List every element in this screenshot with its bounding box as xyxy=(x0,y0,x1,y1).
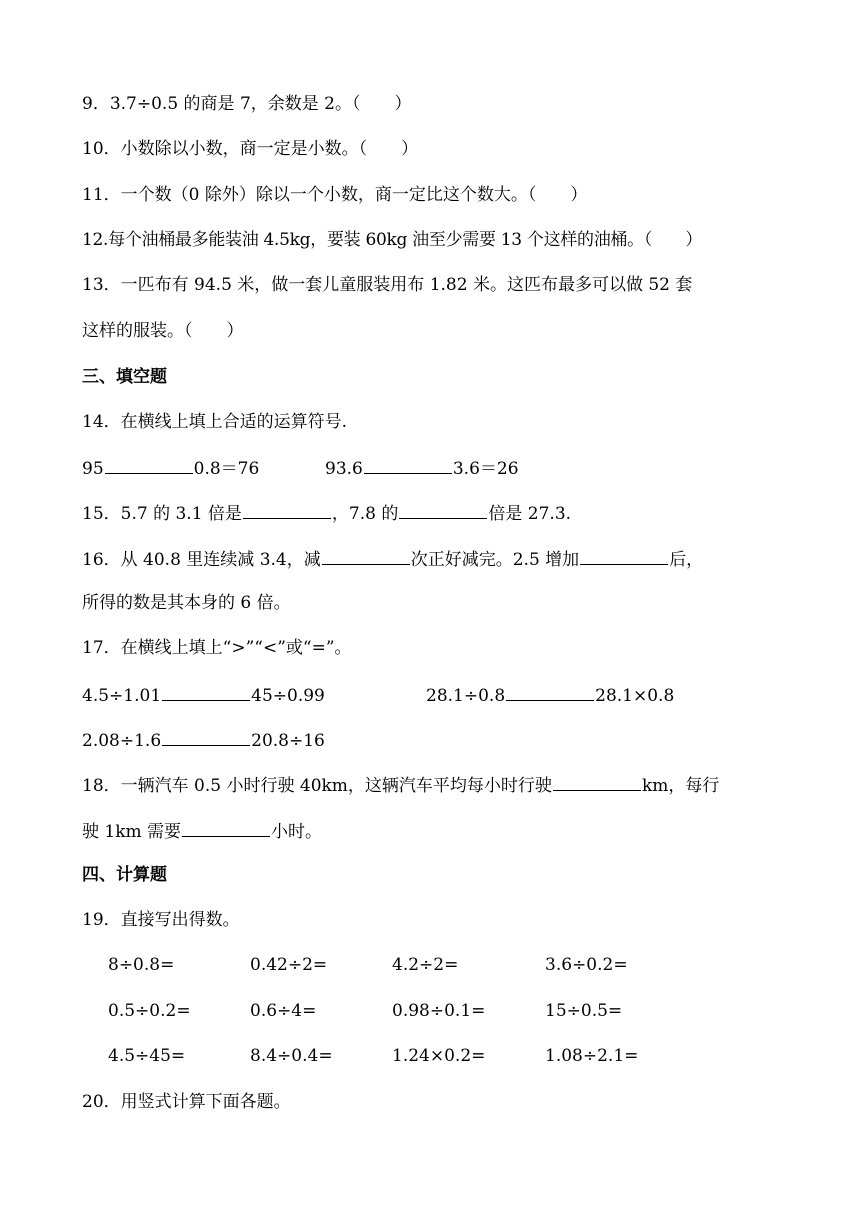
q19-item: 3.6÷0.2= xyxy=(545,955,628,975)
section-heading-fill-in: 三、填空题 xyxy=(82,367,167,387)
question-20: 20．用竖式计算下面各题。 xyxy=(82,1092,291,1112)
q19-item: 0.6÷4= xyxy=(250,1001,317,1021)
q16-text-c: 后， xyxy=(669,550,704,570)
question-13-line2: 这样的服装。（ ） xyxy=(82,321,244,341)
question-17-row-c xyxy=(82,727,325,753)
question-14-row-b xyxy=(325,455,519,481)
question-19: 19．直接写出得数。 xyxy=(82,910,240,930)
q19-item: 15÷0.5= xyxy=(545,1001,623,1021)
q14-a-right: 0.8＝76 xyxy=(193,459,260,479)
q18-text-a: 18．一辆汽车 0.5 小时行驶 40km，这辆汽车平均每小时行驶 xyxy=(82,776,552,796)
question-14: 14．在横线上填上合适的运算符号. xyxy=(82,412,348,432)
q19-item: 1.24×0.2= xyxy=(392,1046,486,1066)
question-9: 9．3.7÷0.5 的商是 7，余数是 2。（ ） xyxy=(82,94,412,114)
q14-b-blank xyxy=(364,455,452,474)
q15-text-c: 倍是 27.3. xyxy=(488,504,572,524)
q17-c-left: 2.08÷1.6 xyxy=(82,731,162,751)
q17-c-right: 20.8÷16 xyxy=(251,731,325,751)
q19-item: 1.08÷2.1= xyxy=(545,1046,639,1066)
q19-item: 0.42÷2= xyxy=(250,955,328,975)
question-17: 17．在横线上填上“>”“<”或“=”。 xyxy=(82,638,352,658)
q14-b-left: 93.6 xyxy=(325,459,363,479)
question-11: 11．一个数（0 除外）除以一个小数，商一定比这个数大。（ ） xyxy=(82,185,588,205)
question-16-line2: 所得的数是其本身的 6 倍。 xyxy=(82,593,291,613)
question-13-line1: 13．一匹布有 94.5 米，做一套儿童服装用布 1.82 米。这匹布最多可以做 52 套 xyxy=(82,275,693,295)
q19-item: 8÷0.8= xyxy=(108,955,175,975)
q17-c-blank xyxy=(162,727,250,746)
q14-a-left: 95 xyxy=(82,459,104,479)
q16-blank-1 xyxy=(322,546,410,565)
question-18-line1 xyxy=(82,772,719,798)
q15-blank-1 xyxy=(243,500,331,519)
q14-b-right: 3.6＝26 xyxy=(452,459,519,479)
question-17-row-b xyxy=(426,682,674,708)
q18-text-b: km，每行 xyxy=(641,776,720,796)
q17-b-left: 28.1÷0.8 xyxy=(426,686,506,706)
q19-item: 0.98÷0.1= xyxy=(392,1001,486,1021)
q17-a-left: 4.5÷1.01 xyxy=(82,686,162,706)
q19-item: 4.2÷2= xyxy=(392,955,459,975)
q16-text-a: 16．从 40.8 里连续减 3.4，减 xyxy=(82,550,321,570)
q17-a-blank xyxy=(162,682,250,701)
question-17-row-a xyxy=(82,682,325,708)
question-14-row xyxy=(82,455,259,481)
q16-blank-2 xyxy=(580,546,668,565)
q15-blank-2 xyxy=(399,500,487,519)
q19-item: 8.4÷0.4= xyxy=(250,1046,333,1066)
q17-a-right: 45÷0.99 xyxy=(251,686,325,706)
question-15 xyxy=(82,500,571,526)
q14-a-blank xyxy=(105,455,193,474)
q18-blank-2 xyxy=(182,818,270,837)
q16-text-b: 次正好减完。2.5 增加 xyxy=(410,550,580,570)
q19-item: 4.5÷45= xyxy=(108,1046,186,1066)
question-10: 10．小数除以小数，商一定是小数。（ ） xyxy=(82,139,419,159)
q15-text-b: ，7.8 的 xyxy=(331,504,399,524)
q18-text-c: 驶 1km 需要 xyxy=(82,822,182,842)
q19-item: 0.5÷0.2= xyxy=(108,1001,191,1021)
q15-text-a: 15．5.7 的 3.1 倍是 xyxy=(82,504,242,524)
question-12: 12.每个油桶最多能装油 4.5kg，要装 60kg 油至少需要 13 个这样的油桶。（ ） xyxy=(82,230,703,250)
q18-blank-1 xyxy=(553,772,641,791)
q18-text-d: 小时。 xyxy=(271,822,323,842)
q17-b-right: 28.1×0.8 xyxy=(595,686,675,706)
question-18-line2 xyxy=(82,818,322,844)
section-heading-calculation: 四、计算题 xyxy=(82,865,167,885)
q17-b-blank xyxy=(506,682,594,701)
question-16-line1 xyxy=(82,546,703,572)
